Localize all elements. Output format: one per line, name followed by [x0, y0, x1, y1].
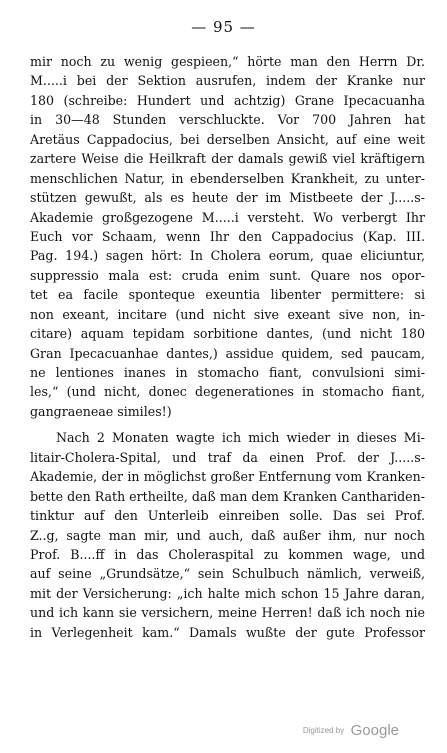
- text-line: bette den Rath ertheilte, daß man dem Kranken Canthariden-: [30, 488, 425, 504]
- paragraph: [30, 428, 425, 642]
- text-line: Z..g, sagte man mir, und auch, daß außer ihm, nur noch: [30, 527, 425, 543]
- text-line: Akademie, der in möglichst großer Entfernung vom Kranken-: [30, 469, 425, 485]
- text-line: Akademie großgezogene M.....i versteht. Wo verbergt Ihr: [30, 209, 425, 225]
- text-line: mit der Versicherung: „ich halte mich schon 15 Jahre daran,: [30, 585, 425, 601]
- body-text: [30, 52, 425, 642]
- text-line: Euch vor Schaam, wenn Ihr den Cappadocius (Kap. III.: [30, 228, 425, 244]
- text-line: 180 (schreibe: Hundert und achtzig) Grane Ipecacuanha: [30, 92, 425, 108]
- text-line: les,“ (und nicht, donec degenerationes in stomacho fiant,: [30, 384, 425, 400]
- digitized-watermark: [303, 722, 399, 740]
- text-line: Gran Ipecacuanhae dantes,) assidue quidem, sed paucam,: [30, 345, 425, 361]
- text-line: in 30—48 Stunden verschluckte. Vor 700 Jahren hat: [30, 112, 425, 128]
- text-line: Prof. B....ff in das Choleraspital zu kommen wage, und: [30, 546, 425, 562]
- text-line: auf seine „Grundsätze,“ sein Schulbuch nämlich, verweiß,: [30, 566, 425, 582]
- text-line: ne lentiones inanes in stomacho fiant, convulsioni simi-: [30, 365, 425, 380]
- watermark-brand: Google: [350, 722, 399, 739]
- text-line: M.....i bei der Sektion ausrufen, indem der Kranke nur: [30, 73, 425, 89]
- paragraph: [30, 52, 425, 421]
- text-line: tet ea facile sponteque exeuntia libenter permittere: si: [30, 287, 425, 303]
- text-line: mir noch zu wenig gespieen,“ hörte man den Herrn Dr.: [30, 54, 425, 69]
- text-line: litair-Cholera-Spital, und traf da einen Prof. der J.....s-: [30, 449, 425, 465]
- text-line: Pag. 194.) sagen hört: In Cholera eorum, quae eliciuntur,: [30, 248, 425, 264]
- text-line: und ich kann sie versichern, meine Herren! daß ich noch nie: [30, 605, 425, 621]
- text-line: tinktur auf den Unterleib einreiben solle. Das sei Prof.: [30, 508, 425, 524]
- text-line: suppressio mala est: cruda enim sunt. Quare nos opor-: [30, 267, 425, 283]
- text-line: Aretäus Cappadocius, bei derselben Ansicht, auf eine weit: [30, 131, 425, 147]
- text-line: Nach 2 Monaten wagte ich mich wieder in dieses Mi-: [56, 430, 425, 446]
- text-line: stützen gewußt, als es heute der im Mistbeete der J.....s-: [30, 190, 425, 206]
- paragraph-gap: [30, 421, 425, 428]
- text-line: zartere Weise die Heilkraft der damals gewiß viel kräftigern: [30, 151, 425, 167]
- text-line: menschlichen Natur, in ebenderselben Krankheit, zu unter-: [30, 170, 425, 186]
- page-number: — 95 —: [191, 18, 256, 36]
- text-line: non exeant, incitare (und nicht sive exeant sive non, in-: [30, 306, 425, 322]
- text-line: gangraeneae similes!): [30, 403, 172, 419]
- text-line: citare) aquam tepidam sorbitione dantes, (und nicht 180: [30, 326, 425, 342]
- watermark-prefix: Digitized by: [302, 726, 345, 735]
- text-line: in Verlegenheit kam.“ Damals wußte der gute Professor: [30, 624, 425, 640]
